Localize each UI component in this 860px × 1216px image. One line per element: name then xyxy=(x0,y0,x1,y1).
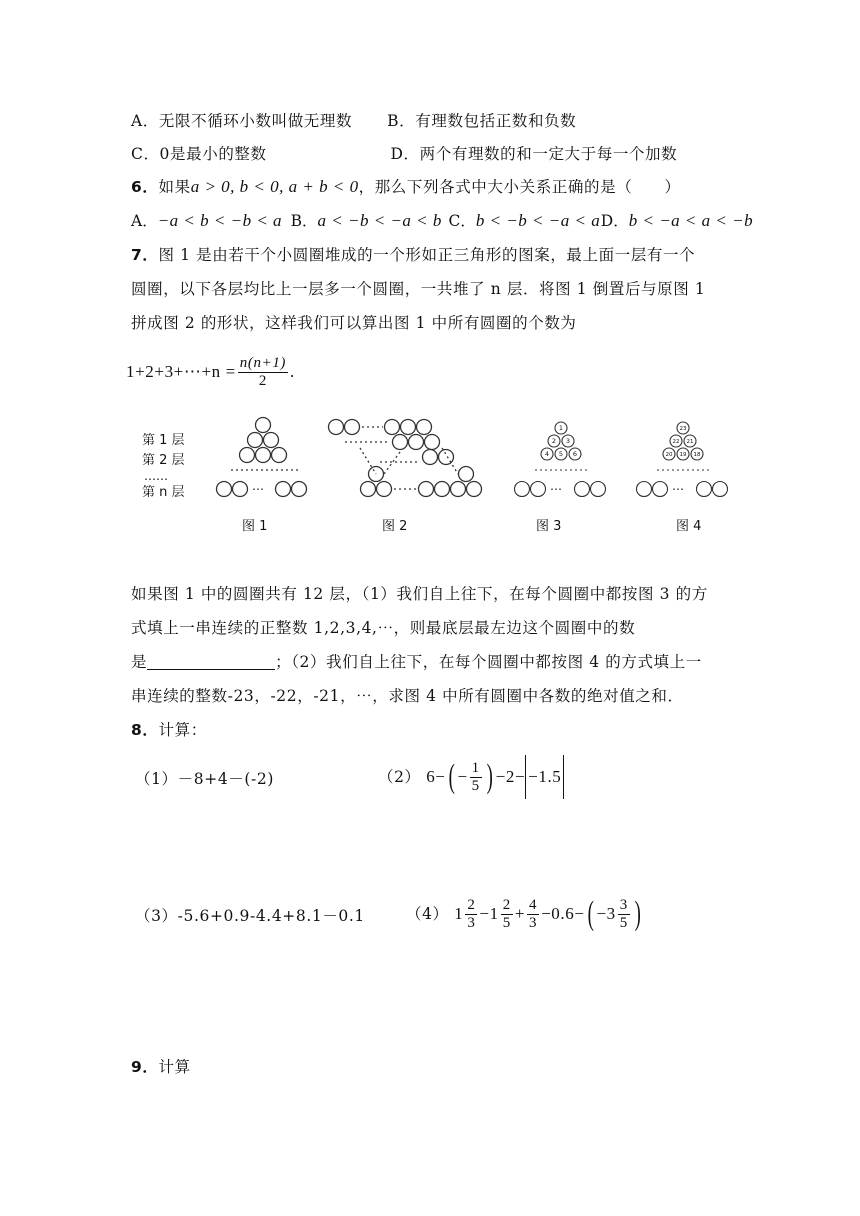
answer-blank[interactable] xyxy=(147,653,275,670)
q7-number: 7． xyxy=(131,246,159,264)
q9-number: 9． xyxy=(131,1058,159,1076)
layer-label-3: …… xyxy=(144,469,168,483)
fig4-num: 19 xyxy=(679,452,687,458)
q6-opt-d: b < −a < a < −b xyxy=(628,211,754,230)
q7-line2: 圆圈，以下各层均比上一层多一个圆圈，一共堆了 n 层．将图 1 倒置后与原图 1 xyxy=(131,280,706,298)
fig3-num: 5 xyxy=(558,450,564,458)
fig4-num: 21 xyxy=(686,439,694,445)
q5-option-d: D．两个有理数的和一定大于每一个加数 xyxy=(390,145,678,163)
fig3-caption: 图 3 xyxy=(536,519,562,534)
q6-condition: a > 0, b < 0, a + b < 0 xyxy=(190,177,359,196)
figure-2-parallelogram xyxy=(329,420,482,497)
q8-p3-expression: -5.6+0.9-4.4+8.1－0.1 xyxy=(177,907,365,925)
q7-formula-fraction xyxy=(238,355,288,390)
fig3-num: 6 xyxy=(572,450,578,458)
q5-options-row1 xyxy=(131,110,576,132)
q7-formula-left: 1+2+3+⋯+n = xyxy=(126,362,236,381)
q5-option-c: C．0是最小的整数 xyxy=(131,145,267,163)
layer-label-n: 第 n 层 xyxy=(142,485,185,500)
q7-text-line1: 图 1 是由若干个小圆圈堆成的一个形如正三角形的图案，最上面一层有一个 xyxy=(158,246,696,264)
q6-stem xyxy=(131,176,681,198)
q7-formula-num: n(n+1) xyxy=(239,354,287,371)
q6-text-after: ，那么下列各式中大小关系正确的是（ ） xyxy=(358,178,681,196)
q8-p1-expression: －8+4－(-2) xyxy=(177,770,274,788)
q7-figures xyxy=(130,408,730,538)
q7-formula xyxy=(126,352,295,392)
q6-opt-c: b < −b < −a < a xyxy=(475,211,601,230)
q7-para2: 式填上一串连续的正整数 1,2,3,4,⋯，则最底层最左边这个圆圈中的数 xyxy=(131,619,636,637)
layer-label-2: 第 2 层 xyxy=(142,453,185,468)
fig3-num: 4 xyxy=(544,450,550,458)
svg-text:⋯: ⋯ xyxy=(550,482,562,496)
q7-para3 xyxy=(131,651,702,673)
q7-formula-end: . xyxy=(290,362,295,381)
fig4-num: 23 xyxy=(679,426,687,432)
q6-opt-c-label: C． xyxy=(448,212,476,230)
q9-title xyxy=(131,1056,191,1078)
q8-title xyxy=(131,719,207,741)
q6-opt-b-label: B． xyxy=(290,212,318,230)
svg-text:⋯: ⋯ xyxy=(252,482,264,496)
q7-formula-den: 2 xyxy=(258,372,267,389)
fig4-num: 18 xyxy=(693,452,701,458)
fig2-caption: 图 2 xyxy=(382,519,408,534)
q5-option-b: B．有理数包括正数和负数 xyxy=(387,112,577,130)
q8-part4 xyxy=(406,892,644,936)
q8-p2-label: （2） xyxy=(378,768,421,786)
q8-p1-label: （1） xyxy=(135,770,178,788)
q6-text-before: 如果 xyxy=(158,178,191,196)
q7-line1 xyxy=(131,244,695,266)
q6-opt-d-label: D． xyxy=(600,212,629,230)
q6-opt-a: −a < b < −b < a xyxy=(157,211,283,230)
fig1-caption: 图 1 xyxy=(242,519,268,534)
q5-option-a: A．无限不循环小数叫做无理数 xyxy=(131,112,353,130)
q8-p2-expression: 6− ( − $\frac{1}{5}$ ) −2− −1.5 xyxy=(426,755,564,799)
fig4-caption: 图 4 xyxy=(676,519,702,534)
q6-opt-a-label: A． xyxy=(131,212,158,230)
q6-number: 6． xyxy=(131,178,159,196)
q7-para3-start: 是 xyxy=(131,653,148,671)
q8-part2 xyxy=(378,755,564,799)
q8-p3-label: （3） xyxy=(135,907,178,925)
q6-opt-b: a < −b < −a < b xyxy=(317,211,442,230)
q8-p4-expression: 1 $\frac{2}{3}$ −1 $\frac{2}{5}$ + $\frac{4}{3}$ −0.6− ( −3 $\frac{3}{5}$ ) xyxy=(454,895,642,932)
q8-number: 8． xyxy=(131,721,159,739)
q8-title-text: 计算： xyxy=(158,721,207,739)
q6-options xyxy=(131,210,753,232)
layer-label-1: 第 1 层 xyxy=(142,433,185,448)
q7-para3-end: ；（2）我们自上往下，在每个圆圈中都按图 4 的方式填上一 xyxy=(275,653,702,671)
q7-para1: 如果图 1 中的圆圈共有 12 层，（1）我们自上往下，在每个圆圈中都按图 3 的方 xyxy=(131,585,708,603)
figure-3-numbers xyxy=(545,424,577,458)
q5-options-row2 xyxy=(131,143,677,165)
fig3-num: 2 xyxy=(551,437,557,445)
q8-part1 xyxy=(135,768,274,790)
fig4-num: 20 xyxy=(665,452,673,458)
q7-para4: 串连续的整数-23，-22，-21，⋯，求图 4 中所有圆圈中各数的绝对值之和． xyxy=(131,687,684,705)
q8-part3 xyxy=(135,905,365,927)
q8-p4-label: （4） xyxy=(406,905,449,923)
fig3-num: 3 xyxy=(565,437,571,445)
fig4-num: 22 xyxy=(672,439,680,445)
q9-title-text: 计算 xyxy=(158,1058,191,1076)
svg-text:⋯: ⋯ xyxy=(672,482,684,496)
q7-line3: 拼成图 2 的形状，这样我们可以算出图 1 中所有圆圈的个数为 xyxy=(131,314,577,332)
fig3-num: 1 xyxy=(558,424,564,432)
